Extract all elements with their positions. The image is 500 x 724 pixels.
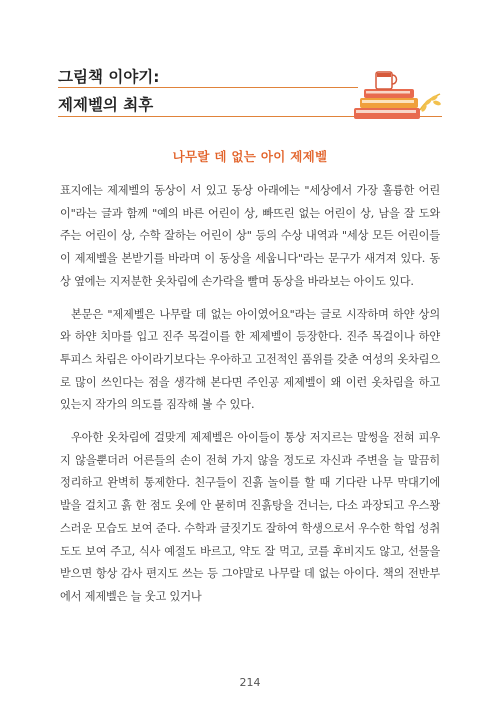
paragraph: 우아한 옷차림에 걸맞게 제제벨은 아이들이 통상 저지르는 말썽을 전혀 피우지 않을뿐더러 어른들의 손이 전혀 가지 않을 정도로 자신과 주변을 늘 말끔히 정리하고 완벽히 통제한다. 친구들이 진흙 놀이를 할 때 기다란 나무 막대기에 발을 걸치고 흙 한 점도 옷에 안 묻히며 진흙탕을 건너는, 다소 과장되고 우스꽝스러운 모습도 보여 준다. 수학과 글짓기도 잘하여 학생으로서 우수한 학업 성취도도 보여 주고, 식사 예절도 바르고, 약도 잘 먹고, 코를 후비지도 않고, 선물을 받으면 항상 감사 편지도 쓰는 등 그야말로 나무랄 데 없는 아이다. 책의 전반부에서 제제벨은 늘 웃고 있거나 — [60, 431, 440, 603]
body-text — [60, 180, 440, 619]
paragraph: 본문은 "제제벨은 나무랄 데 없는 아이였어요"라는 글로 시작하며 하얀 상의와 하얀 치마를 입고 진주 목걸이를 한 제제벨이 등장한다. 진주 목걸이나 하얀 투피스 차림은 아이라기보다는 우아하고 고전적인 품위를 갖춘 여성의 옷차림으로 많이 쓰인다는 점을 생각해 본다면 주인공 제제벨이 왜 이런 옷차림을 하고 있는지 작가의 의도를 짐작해 볼 수 있다. — [60, 307, 440, 412]
books-with-coffee-cup-icon — [342, 64, 442, 124]
paragraph: 표지에는 제제벨의 동상이 서 있고 동상 아래에는 "세상에서 가장 훌륭한 어린이"라는 글과 함께 "예의 바른 어린이 상, 빠뜨린 없는 어린이 상, 남을 잘 도와주는 어린이 상, 수학 잘하는 어린이 상" 등의 수상 내역과 "세상 모든 어린이들이 제제벨을 본받기를 바라며 이 동상을 세웁니다"라는 문구가 새겨져 있다. 동상 옆에는 지저분한 옷차림에 손가락을 빨며 동상을 바라보는 아이도 있다. — [60, 184, 440, 288]
page-number: 214 — [239, 676, 261, 689]
chapter-label: 그림책 이야기: — [58, 68, 160, 86]
section-title: 나무랄 데 없는 아이 제제벨 — [172, 149, 328, 164]
chapter-title: 제제벨의 최후 — [58, 96, 154, 114]
header-rule-top — [58, 87, 358, 88]
